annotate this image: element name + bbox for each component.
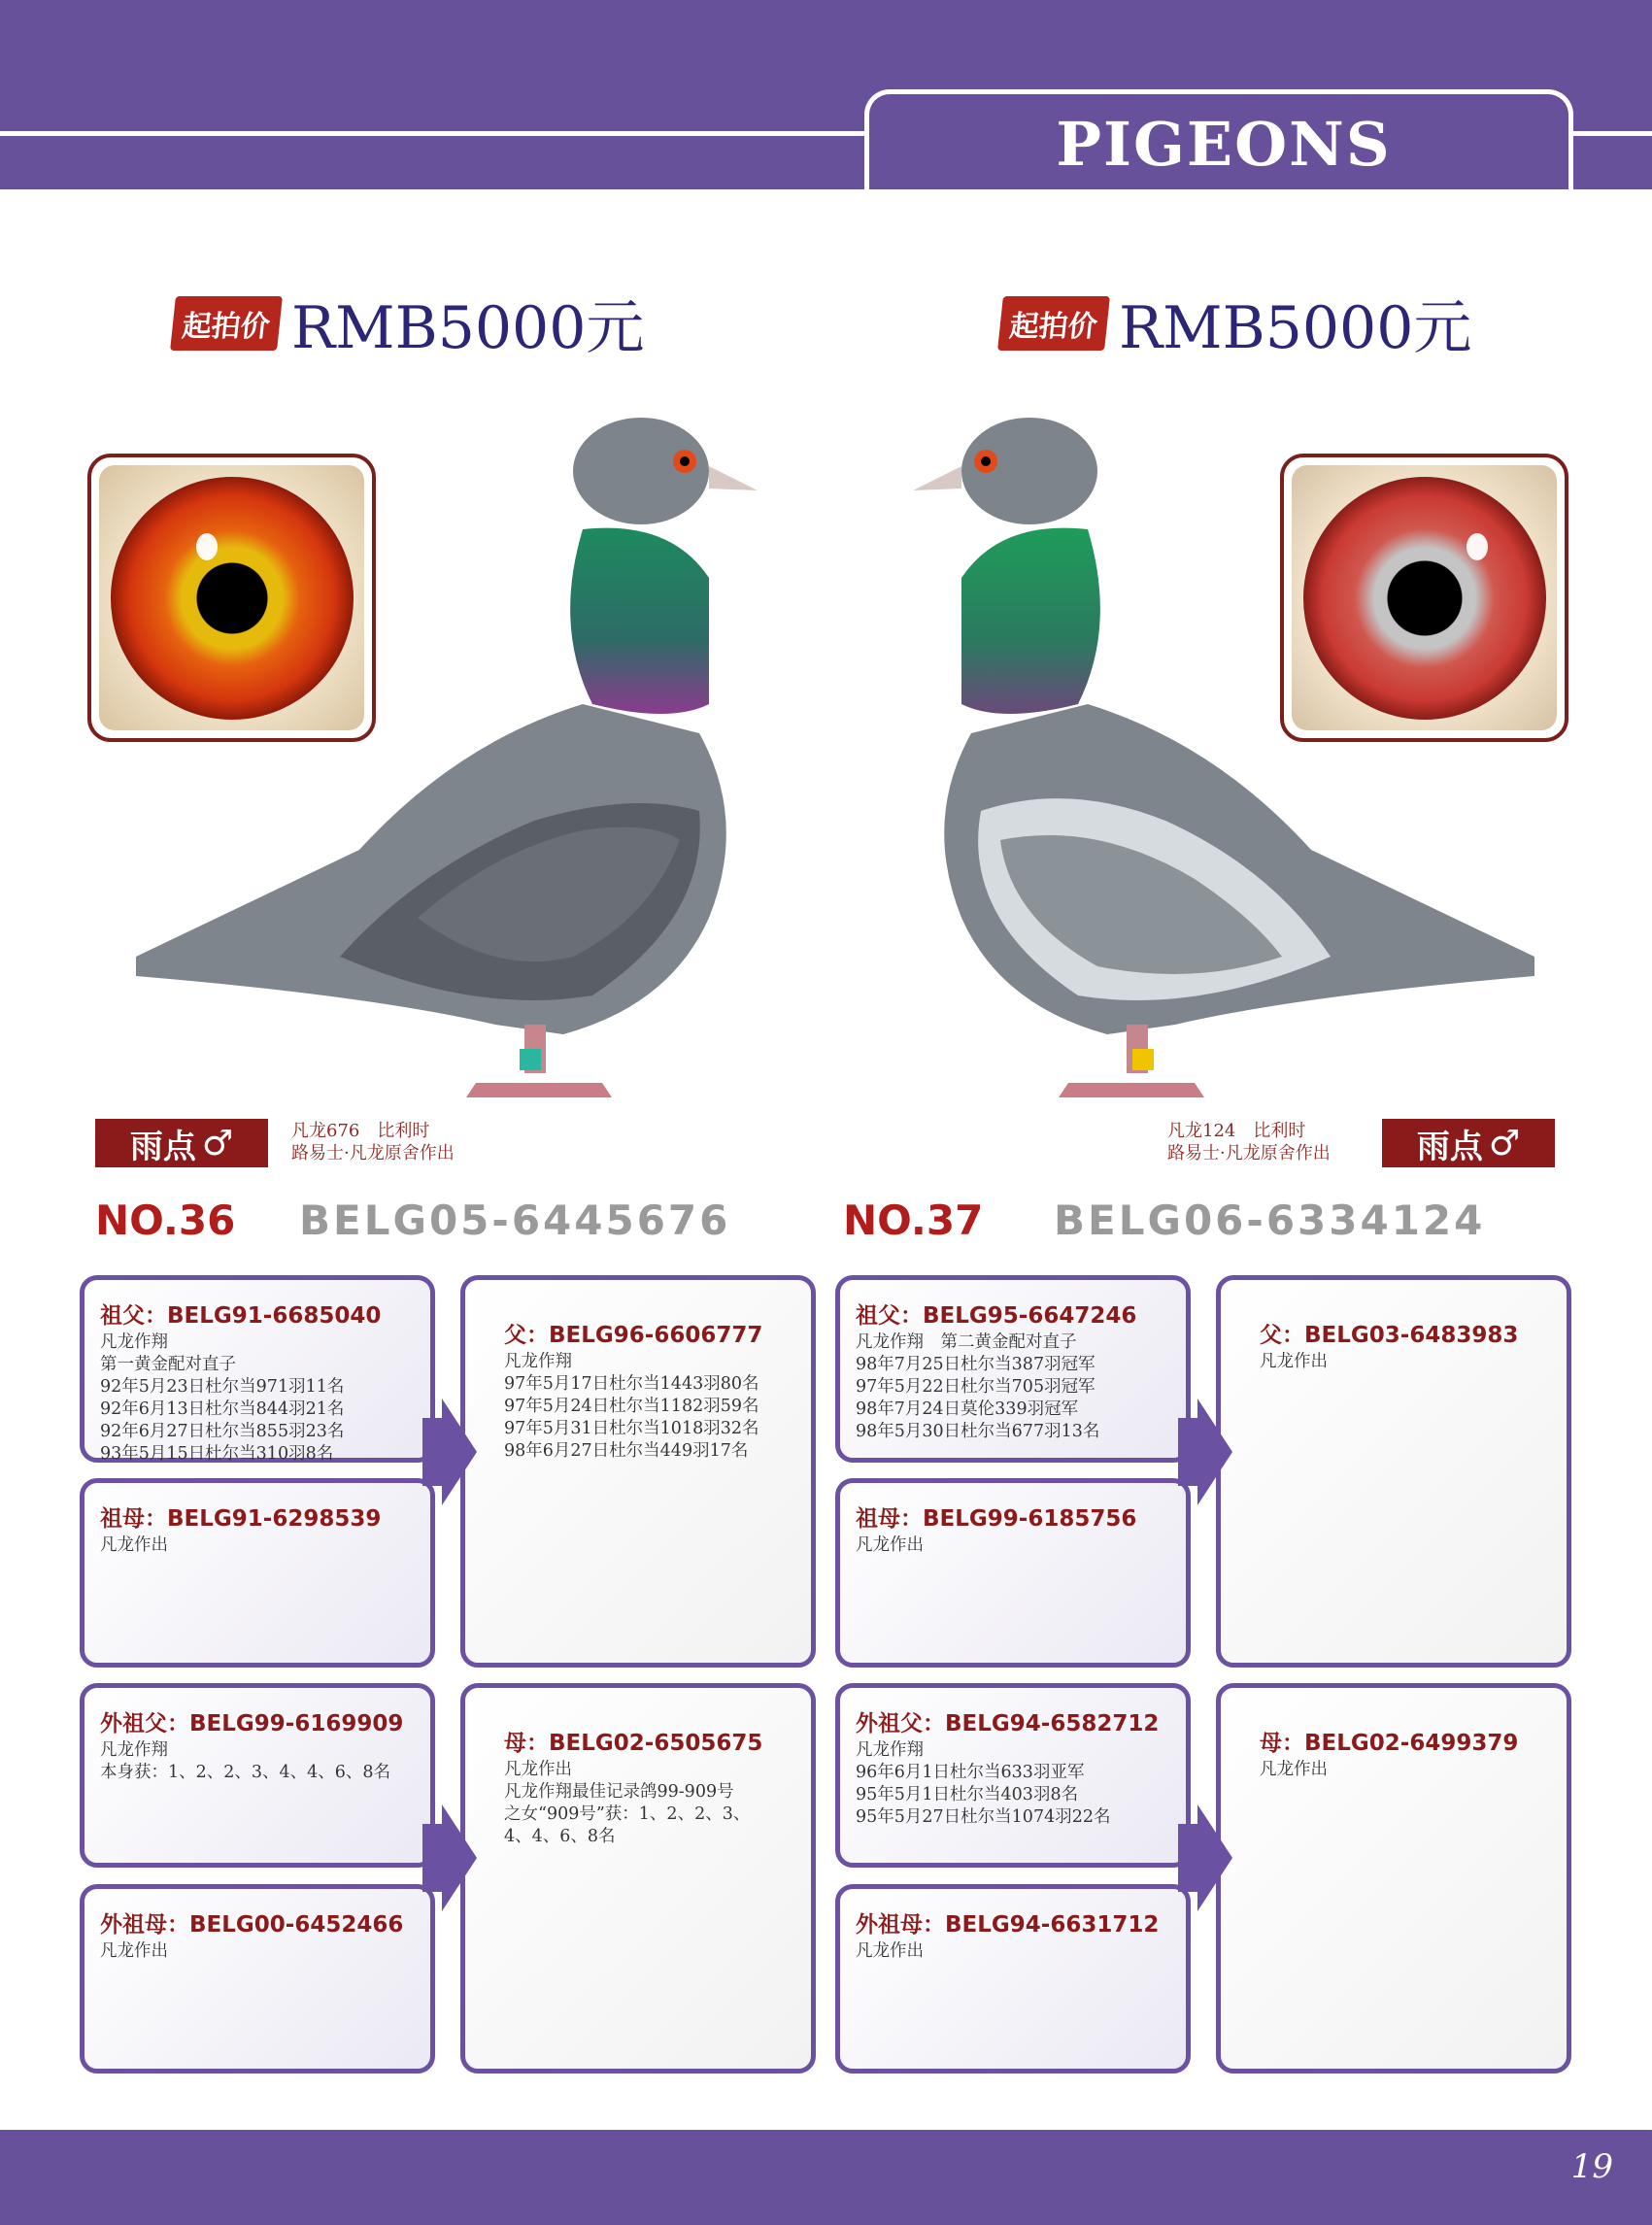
box-title: 母：BELG02-6505675 <box>504 1731 763 1756</box>
maternal-grandsire-box-left <box>80 1683 435 1868</box>
grandsire-box-left <box>80 1275 435 1463</box>
box-line: 97年5月24日杜尔当1182羽59名 <box>504 1397 759 1416</box>
note-line: 路易士·凡龙原舍作出 <box>1167 1143 1331 1163</box>
pigeon-name: 雨点 <box>129 1127 196 1166</box>
arrow-right-icon <box>422 1399 477 1505</box>
box-line: 凡龙作翔 <box>504 1352 572 1371</box>
grandsire-box-right <box>835 1275 1191 1463</box>
arrow-right-icon <box>422 1804 477 1911</box>
box-line: 97年5月31日杜尔当1018羽32名 <box>504 1419 759 1438</box>
male-symbol-icon: ♂ <box>201 1123 234 1163</box>
pigeon-name-left <box>95 1119 268 1167</box>
granddam-box-left <box>80 1478 435 1668</box>
box-line: 96年6月1日杜尔当633羽亚军 <box>856 1763 1085 1782</box>
box-line: 4、4、6、8名 <box>504 1827 616 1846</box>
lot-number-left: NO.36 <box>95 1197 236 1244</box>
box-title: 外祖母：BELG00-6452466 <box>100 1912 404 1938</box>
box-line: 凡龙作翔 <box>856 1740 924 1760</box>
page-title: PIGEONS AUCTION <box>1053 109 1395 251</box>
pigeon-note-right <box>1167 1120 1331 1164</box>
note-line: 路易士·凡龙原舍作出 <box>291 1143 455 1163</box>
price-left <box>173 282 644 365</box>
dam-box-left <box>460 1683 816 2073</box>
box-line: 93年5月15日杜尔当310羽8名 <box>100 1444 334 1464</box>
box-title: 父：BELG03-6483983 <box>1260 1323 1519 1348</box>
ring-number-left: BELG05-6445676 <box>299 1197 731 1244</box>
starting-price-badge: 起拍价 <box>997 296 1110 351</box>
box-title: 父：BELG96-6606777 <box>504 1323 763 1348</box>
box-title: 祖父：BELG91-6685040 <box>100 1303 382 1329</box>
page-header <box>0 0 1652 251</box>
box-line: 凡龙作出 <box>100 1535 168 1555</box>
box-title: 祖母：BELG91-6298539 <box>100 1506 382 1532</box>
box-line: 98年7月25日杜尔当387羽冠军 <box>856 1355 1096 1374</box>
box-line: 凡龙作出 <box>856 1535 924 1555</box>
arrow-right-icon <box>1178 1399 1232 1505</box>
box-line: 92年5月23日杜尔当971羽11名 <box>100 1377 345 1397</box>
pigeon-name-right <box>1382 1119 1555 1167</box>
sire-box-left <box>460 1275 816 1668</box>
box-title: 祖父：BELG95-6647246 <box>856 1303 1137 1329</box>
pigeon-photo-right <box>845 413 1544 1112</box>
box-title: 母：BELG02-6499379 <box>1260 1731 1519 1756</box>
price-value: RMB5000元 <box>291 294 645 362</box>
maternal-granddam-box-right <box>835 1884 1191 2073</box>
header-rule <box>1573 131 1652 136</box>
pigeon-name: 雨点 <box>1416 1127 1483 1166</box>
lot-number-right: NO.37 <box>843 1197 984 1244</box>
pigeon-photo-left <box>126 413 806 1112</box>
box-line: 之女“909号”获：1、2、2、3、 <box>504 1804 751 1824</box>
note-line: 凡龙124 比利时 <box>1167 1121 1306 1141</box>
box-line: 97年5月22日杜尔当705羽冠军 <box>856 1377 1096 1397</box>
box-line: 97年5月17日杜尔当1443羽80名 <box>504 1374 759 1394</box>
page-number: 19 <box>1570 2147 1613 2186</box>
box-line: 凡龙作出 <box>1260 1352 1328 1371</box>
starting-price-badge: 起拍价 <box>170 296 283 351</box>
dam-box-right <box>1216 1683 1571 2073</box>
box-line: 凡龙作翔 <box>100 1332 168 1352</box>
box-line: 本身获：1、2、2、3、4、4、6、8名 <box>100 1763 391 1782</box>
box-title: 外祖父：BELG94-6582712 <box>856 1711 1160 1736</box>
box-line: 92年6月13日杜尔当844羽21名 <box>100 1399 345 1419</box>
maternal-grandsire-box-right <box>835 1683 1191 1868</box>
header-rule <box>0 131 864 136</box>
male-symbol-icon: ♂ <box>1488 1123 1521 1163</box>
box-line: 92年6月27日杜尔当855羽23名 <box>100 1422 345 1441</box>
box-line: 98年6月27日杜尔当449羽17名 <box>504 1441 749 1461</box>
box-title: 外祖母：BELG94-6631712 <box>856 1912 1160 1938</box>
box-line: 凡龙作翔最佳记录鸽99-909号 <box>504 1782 734 1802</box>
arrow-right-icon <box>1178 1804 1232 1911</box>
price-value: RMB5000元 <box>1119 294 1472 362</box>
page-footer <box>0 2130 1652 2225</box>
sire-box-right <box>1216 1275 1571 1668</box>
price-right <box>1000 282 1471 365</box>
box-line: 凡龙作出 <box>856 1941 924 1961</box>
box-line: 凡龙作翔 <box>100 1740 168 1760</box>
box-line: 凡龙作出 <box>100 1941 168 1961</box>
box-title: 祖母：BELG99-6185756 <box>856 1506 1137 1532</box>
box-line: 凡龙作出 <box>1260 1760 1328 1779</box>
box-line: 95年5月1日杜尔当403羽8名 <box>856 1785 1079 1804</box>
box-line: 凡龙作翔 第二黄金配对直子 <box>856 1332 1077 1352</box>
pigeon-note-left <box>291 1120 455 1164</box>
box-line: 95年5月27日杜尔当1074羽22名 <box>856 1807 1111 1827</box>
box-line: 98年5月30日杜尔当677羽13名 <box>856 1422 1100 1441</box>
box-line: 第一黄金配对直子 <box>100 1355 236 1374</box>
maternal-granddam-box-left <box>80 1884 435 2073</box>
ring-number-right: BELG06-6334124 <box>1054 1197 1486 1244</box>
box-title: 外祖父：BELG99-6169909 <box>100 1711 404 1736</box>
box-line: 98年7月24日莫伦339羽冠军 <box>856 1399 1079 1419</box>
note-line: 凡龙676 比利时 <box>291 1121 430 1141</box>
box-line: 凡龙作出 <box>504 1760 572 1779</box>
granddam-box-right <box>835 1478 1191 1668</box>
